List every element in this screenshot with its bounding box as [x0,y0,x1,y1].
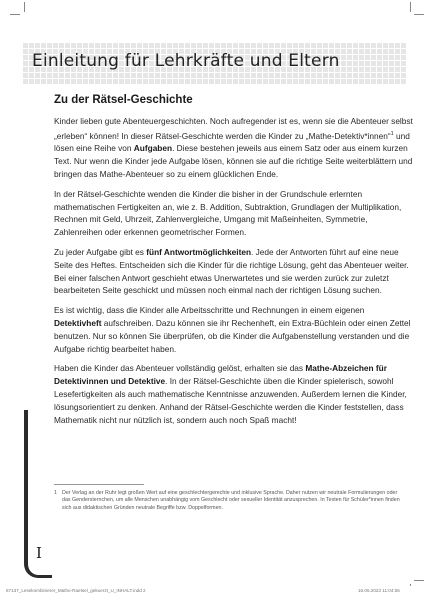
paragraph-badge [54,362,414,426]
paragraph-text: . Diese bestehen jeweils aus einem Satz oder aus einem kurzen Text. Nur wenn die Kinder jede Aufgabe lösen, können sie auf die richtige Seite weiterblättern und bringen das Mathe-Abenteuer so zu einem glücklichen Ende. [54,143,413,179]
paragraph-text: und lösen eine Reihe von [54,130,410,154]
paragraph-text: Zu jeder Aufgabe gibt es [54,246,147,257]
page-number: I [36,544,42,562]
bold-term: Mathe-Abzeichen für Detektivinnen und Detektive [54,363,387,387]
chapter-title: Einleitung für Lehrkräfte und Eltern [32,51,340,71]
paragraph-text: In der Rätsel-Geschichte wenden die Kinder die bisher in der Grundschule erlernten mathematischen Fertigkeiten an, wie z. B. Addition, Subtraktion, Grundlagen der Multiplikation, Rechnen mit Geld, Uhrzeit, Zahlenvergleiche, Umgang mit Maßeinheiten, Symmetrie, Zahlenreihen oder erkennen geometrischer Formen. [54,188,402,238]
crop-mark [410,584,411,586]
footnote-text: Der Verlag an der Ruhr legt großen Wert auf eine geschlechtergerechte und inklusive Sprache. Daher nutzen wir neutrale Formulierungen oder das Gendersternchen, um alle Menschen unabhängig vom Geschlecht oder sexueller Identität anzusprechen. In Texten für Schüler*innen finden sich aus didaktischen Gründen neutrale Begriffe bzw. Doppelformen. [62,490,400,511]
main-content [54,94,414,433]
paragraph-text: . Jede der Antworten führt auf eine neue Seite des Heftes. Entscheiden sich die Kinder für die richtige Lösung, geht das Abenteuer weiter. Bei einer falschen Antwort geschieht etwas Unerwartetes und sie werden zurück zur zuletzt bearbeiteten Seite geschickt und müssen noch einmal nach der richtigen Lösung suchen. [54,246,409,296]
footnote-divider [54,484,144,485]
paragraph-text: Kinder lieben gute Abenteuergeschichten. Noch aufregender ist es, wenn sie die Abenteuer selbst „erleben“ können! In dieser Rätsel-Geschichte werden die Kinder zu „Mathe-Detektiv*innen“ [54,116,413,141]
paragraph-text: aufschreiben. Dazu können sie ihr Rechenheft, ein Extra-Büchlein oder einen Zettel benutzen. Nur so können Sie überprüfen, ob die Kinder die Aufgabenstellung verstanden und die Aufgabe richtig bearbeitet haben. [54,317,411,354]
paragraph-notebook [54,304,414,355]
bold-term: fünf Antwortmöglichkeiten [146,246,252,257]
paragraph-skills [54,188,414,239]
paragraph-intro [54,115,414,181]
print-slug: 67137_Lesekombinierer_Matho-Raetsel_gekuerzt_U_INHALT.indd 2 [6,588,146,593]
footnote [54,490,414,512]
paragraph-answers [54,246,414,297]
crop-mark [410,2,411,12]
footnote-mark: 1 [54,490,57,496]
crop-mark [414,580,424,581]
crop-mark [414,14,424,15]
print-date: 16.05.2023 11:04:55 [358,588,400,593]
footnote-reference: 1 [390,130,394,137]
paragraph-text: Es ist wichtig, dass die Kinder alle Arbeitsschritte und Rechnungen in einem eigenen [54,305,365,316]
section-heading: Zu der Rätsel-Geschichte [54,94,193,106]
crop-mark [10,14,20,15]
crop-mark [24,2,25,12]
bold-term: Aufgaben [133,143,173,154]
chapter-banner [22,42,406,84]
bold-term: Detektivheft [54,317,102,328]
paragraph-text: Haben die Kinder das Abenteuer vollständig gelöst, erhalten sie das [54,363,306,374]
paragraph-text: . In der Rätsel-Geschichte üben die Kinder spielerisch, sowohl Lesefertigkeiten als auch mathematische Kenntnisse anzuwenden. Außerdem lernen die Kinder, lösungsorientiert zu denken. Anhand der Rätsel-Geschichte werden die Kinder feststellen, dass Mathematik nicht nur nützlich ist, sondern auch noch Spaß macht! [54,376,407,425]
